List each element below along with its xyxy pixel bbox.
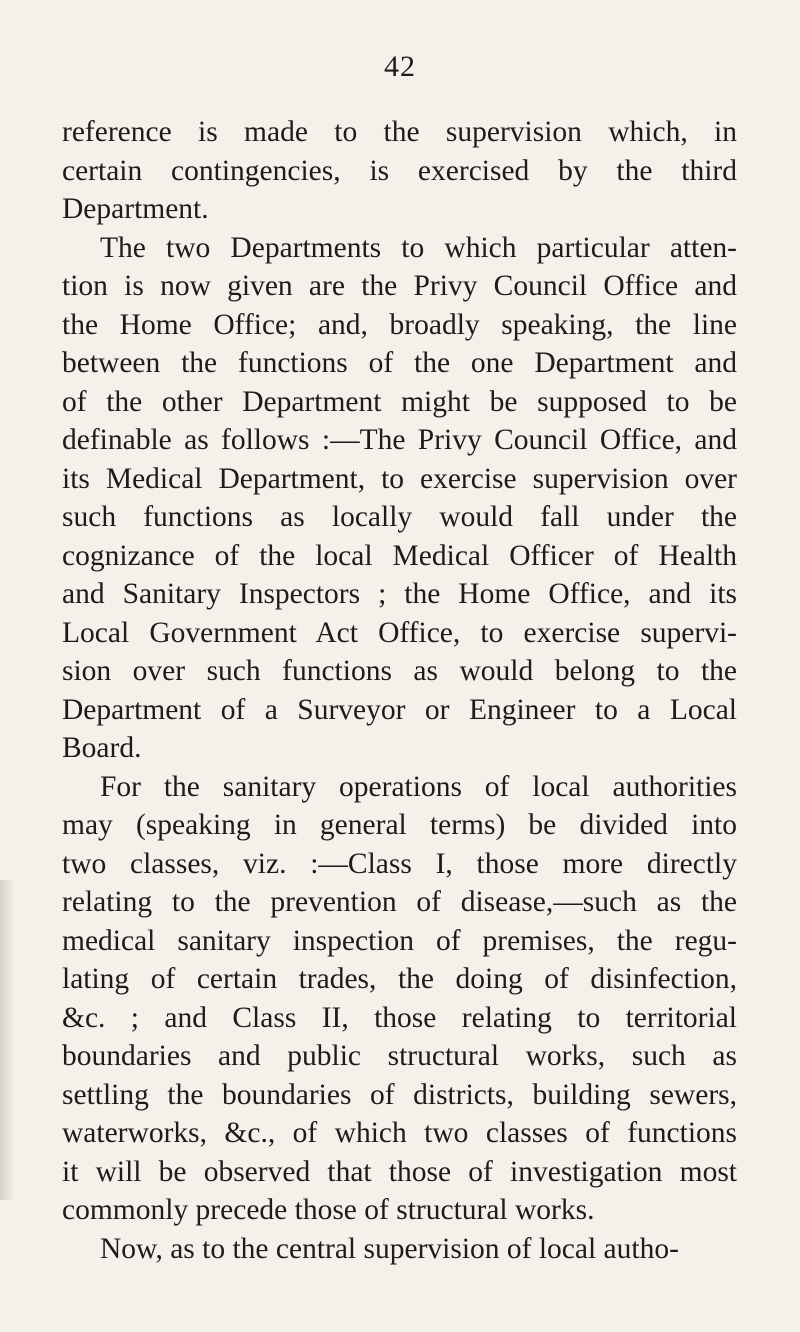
text-line: settling the boundaries of districts, building sewers,	[62, 1078, 737, 1111]
text-line: Department.	[62, 193, 209, 225]
text-line: lating of certain trades, the doing of disinfection,	[62, 963, 737, 995]
text-line: tion is now given are the Privy Council Office and	[62, 270, 737, 302]
text-line: definable as follows :—The Privy Council Office, and	[62, 424, 737, 456]
text-line: sion over such functions as would belong to the	[62, 655, 737, 687]
text-line: Local Government Act Office, to exercise supervi-	[62, 616, 737, 649]
text-line: commonly precede those of structural works.	[62, 1194, 595, 1226]
text-line: Department of a Surveyor or Engineer to a Local	[62, 693, 737, 726]
text-line: cognizance of the local Medical Officer of Health	[62, 539, 737, 572]
text-line: Board.	[62, 732, 142, 764]
text-line: relating to the prevention of disease,—such as the	[62, 886, 737, 918]
text-line: it will be observed that those of investigation most	[62, 1155, 737, 1188]
text-line: medical sanitary inspection of premises, the regu-	[62, 924, 737, 957]
text-line: its Medical Department, to exercise supervision over	[62, 462, 737, 495]
text-line: The two Departments to which particular atten-	[100, 231, 737, 264]
text-line: Now, as to the central supervision of local autho-	[100, 1232, 679, 1265]
text-line: boundaries and public structural works, such as	[62, 1040, 737, 1072]
text-line: &c. ; and Class II, those relating to territorial	[62, 1001, 737, 1034]
text-line: such functions as locally would fall under the	[62, 501, 737, 533]
text-line: reference is made to the supervision which, in	[62, 116, 737, 148]
text-line: may (speaking in general terms) be divided into	[62, 809, 737, 841]
text-line: For the sanitary operations of local authorities	[100, 770, 737, 803]
text-line: the Home Office; and, broadly speaking, the line	[62, 308, 737, 341]
text-line: two classes, viz. :—Class I, those more directly	[62, 847, 737, 880]
text-line: waterworks, &c., of which two classes of functions	[62, 1117, 737, 1149]
text-line: and Sanitary Inspectors ; the Home Office, and its	[62, 578, 737, 610]
text-line: certain contingencies, is exercised by the third	[62, 154, 737, 187]
page-number: 42	[384, 50, 416, 83]
text-line: between the functions of the one Department and	[62, 347, 737, 379]
text-line: of the other Department might be supposed to be	[62, 385, 737, 418]
